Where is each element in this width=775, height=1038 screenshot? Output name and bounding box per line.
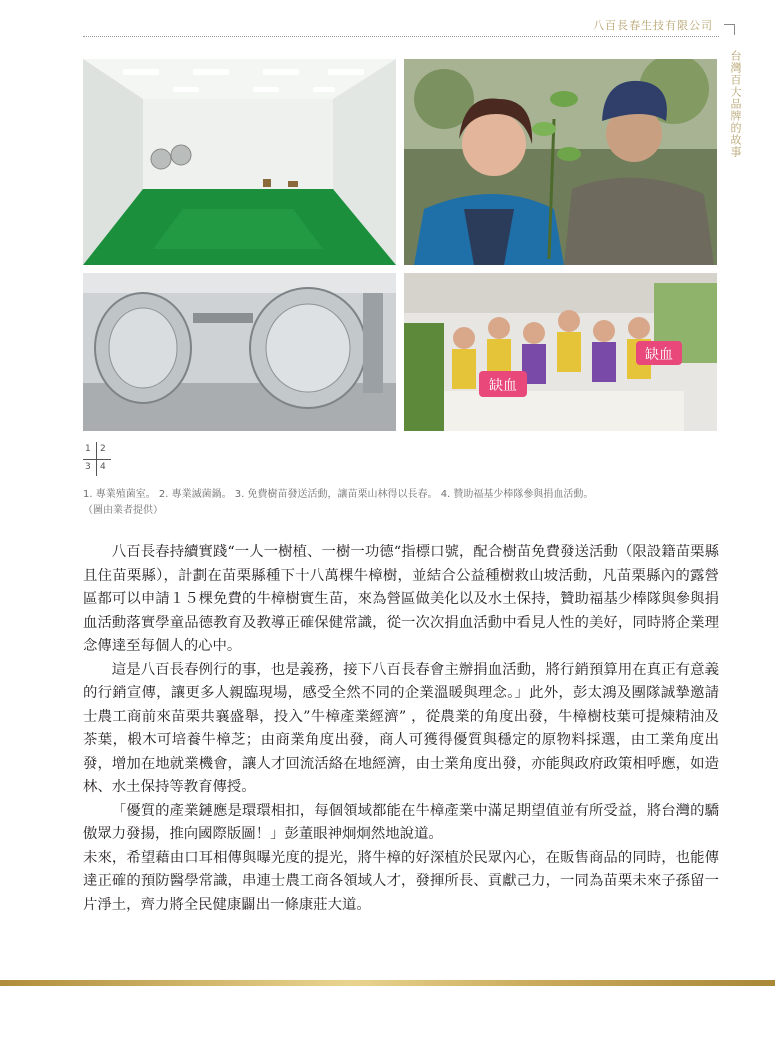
grid-key-3: 3 [85,462,91,472]
grid-key-1: 1 [85,444,91,454]
paragraph-4: 未來，希望藉由口耳相傳與曝光度的提光，將牛樟的好深植於民眾內心，在販售商品的同時，也能傳達正確的預防醫學常識，串連士農工商各領域人才，發揮所長、貢獻己力，一同為苗栗未來子孫留一片淨土，齊力將全民健康闢出一條康莊大道。 [83,849,719,913]
footer-gold-rule [0,980,775,986]
photo-grid-key [83,442,111,476]
photo-caption [83,487,723,519]
paragraph-3: 「優質的產業鏈應是環環相扣，每個領域都能在牛樟產業中滿足期望值並有所受益，將台灣的驕傲眾力發揚，推向國際版圖！」彭董眼神炯炯然地說道。 [83,802,719,842]
sign-text-left: 缺血 [489,378,517,394]
header-dotted-rule [83,36,719,37]
article-body [83,541,719,917]
photo-baseball-team-blood-drive [404,273,717,431]
corner-mark [724,24,735,35]
grid-key-4: 4 [100,462,106,472]
caption-line-2: （圖由業者提供） [83,505,163,516]
header-company-name: 八百長春生技有限公司 [593,19,713,32]
side-section-title: 台灣百大品牌的故事 [729,50,742,158]
photo-seedling-giveaway [404,59,717,265]
paragraph-2: 這是八百長春例行的事，也是義務，接下八百長春會主辦捐血活動，將行銷預算用在真正有意義的行銷宣傳，讓更多人親臨現場，感受全然不同的企業溫暖與理念。」此外，彭太鴻及團隊誠摯邀請士農工商前來苗栗共襄盛舉，投入”牛樟產業經濟” ，從農業的角度出發，牛樟樹枝葉可提煉精油及茶葉，椴木可培養牛樟芝；由商業角度出發，商人可獲得優質與穩定的原物料採選，由工業角度出發，增加在地就業機會，讓人才回流活絡在地經濟，由士業角度出發，亦能與政府政策相呼應，如造林、水土保持等教育傳授。 [83,661,719,795]
grid-key-2: 2 [100,444,106,454]
grid-key-divider-horizontal [83,459,111,460]
photo-cultivation-room [83,59,396,265]
caption-line-1: 1. 專業殖菌室。 2. 專業滅菌鍋。 3. 免費樹苗發送活動，讓苗栗山林得以長春。 4. 贊助福基少棒隊參與捐血活動。 [83,489,594,500]
paragraph-1: 八百長春持續實踐“一人一樹植、一樹一功德“指標口號，配合樹苗免費發送活動（限設籍苗栗縣且住苗栗縣），計劃在苗栗縣種下十八萬棵牛樟樹，並結合公益種樹救山坡活動，凡苗栗縣內的露營區都可以申請１５棵免費的牛樟樹實生苗，來為營區做美化以及水土保持，贊助福基少棒隊與參與捐血活動落實學童品德教育及教導正確保健常識，從一次次捐血活動中看見人性的美好，同時將企業理念傳達至每個人的心中。 [83,544,719,654]
photo-sterilization-autoclaves [83,273,396,431]
sign-text-right: 缺血 [645,347,673,363]
